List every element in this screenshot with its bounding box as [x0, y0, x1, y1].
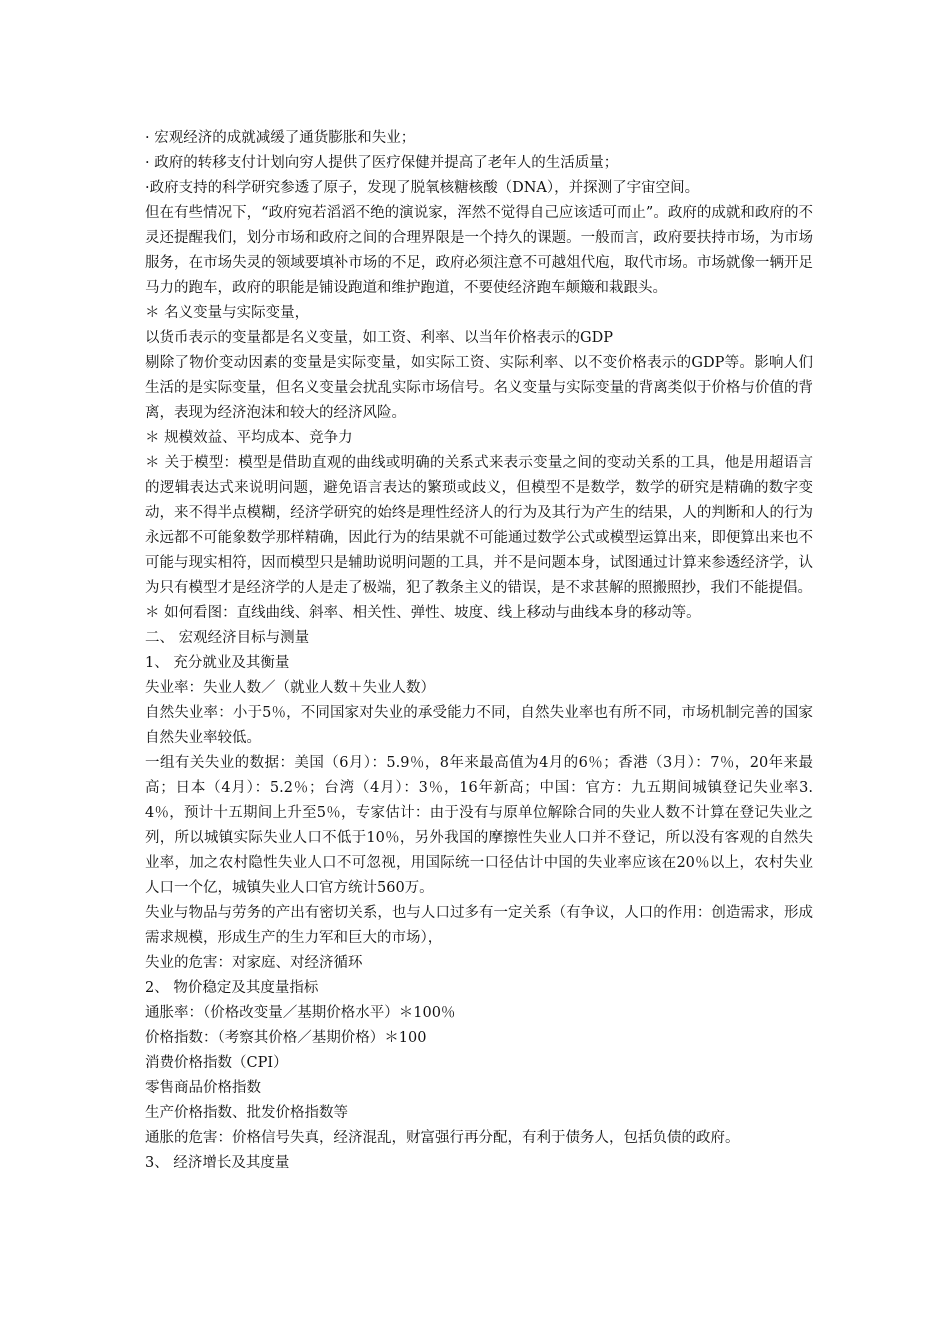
section-heading: 二、 宏观经济目标与测量 [145, 630, 310, 646]
paragraph-17: 失业的危害：对家庭、对经济循环 [145, 955, 363, 971]
paragraph-10: ＊ 如何看图：直线曲线、斜率、相关性、弹性、坡度、线上移动与曲线本身的移动等。 [145, 605, 701, 621]
paragraph-9: ＊ 关于模型：模型是借助直观的曲线或明确的关系式来表示变量之间的变动关系的工具，他是用超语言的逻辑表达式来说明问题，避免语言表达的繁琐或歧义，但模型不是数学，数学的研究是精确的数字变动，来不得半点模糊，经济学研究的始终是理性经济人的行为及其行为产生的结果，人的判断和人的行为永远都不可能象数学那样精确，因此行为的结果就不可能通过数学公式或模型运算出来，即便算出来也不可能与现实相符，因而模型只是辅助说明问题的工具，并不是问题本身，试图通过计算来参透经济学，认为只有模型才是经济学的人是走了极端，犯了教条主义的错误，是不求甚解的照搬照抄，我们不能提倡。 [145, 455, 813, 596]
paragraph-6: 以货币表示的变量都是名义变量，如工资、利率、以当年价格表示的GDP [145, 330, 613, 346]
subsection-heading: 2、 物价稳定及其度量指标 [145, 980, 319, 996]
subsection-heading: 3、 经济增长及其度量 [145, 1155, 290, 1171]
paragraph-14: 自然失业率：小于5％，不同国家对失业的承受能力不同，自然失业率也有所不同，市场机制完善的国家自然失业率较低。 [145, 705, 813, 746]
paragraph-24: 通胀的危害：价格信号失真，经济混乱，财富强行再分配，有利于债务人，包括负债的政府。 [145, 1130, 740, 1146]
paragraph-23: 生产价格指数、批发价格指数等 [145, 1105, 348, 1121]
paragraph-15: 一组有关失业的数据：美国（6月）：5.9％，8年来最高值为4月的6％；香港（3月）：7％，20年来最高；日本（4月）：5.2％；台湾（4月）：3％，16年新高；中国：官方：九五期间城镇登记失业率3.4％，预计十五期间上升至5％，专家估计：由于没有与原单位解除合同的失业人数不计算在登记失业之列，所以城镇实际失业人口不低于10％，另外我国的摩擦性失业人口并不登记，所以没有客观的自然失业率，加之农村隐性失业人口不可忽视，用国际统一口径估计中国的失业率应该在20％以上，农村失业人口一个亿，城镇失业人口官方统计560万。 [145, 755, 813, 896]
paragraph-4: 但在有些情况下，“政府宛若滔滔不绝的演说家，浑然不觉得自己应该适可而止”。政府的成就和政府的不灵还提醒我们，划分市场和政府之间的合理界限是一个持久的课题。一般而言，政府要扶持市场，为市场服务，在市场失灵的领域要填补市场的不足，政府必须注意不可越俎代庖，取代市场。市场就像一辆开足马力的跑车，政府的职能是铺设跑道和维护跑道，不要使经济跑车颠簸和栽跟头。 [145, 205, 813, 296]
paragraph-16: 失业与物品与劳务的产出有密切关系，也与人口过多有一定关系（有争议，人口的作用：创造需求，形成需求规模，形成生产的生力军和巨大的市场）， [145, 905, 813, 946]
paragraph-5: ＊ 名义变量与实际变量， [145, 305, 310, 321]
paragraph-20: 价格指数：（考察其价格／基期价格）＊100 [145, 1030, 427, 1046]
document-body [145, 126, 813, 1176]
paragraph-2: · 政府的转移支付计划向穷人提供了医疗保健并提高了老年人的生活质量； [145, 155, 619, 171]
paragraph-19: 通胀率：（价格改变量／基期价格水平）＊100％ [145, 1005, 456, 1021]
paragraph-13: 失业率：失业人数／（就业人数＋失业人数） [145, 680, 435, 696]
paragraph-21: 消费价格指数（CPI） [145, 1055, 288, 1071]
paragraph-8: ＊ 规模效益、平均成本、竞争力 [145, 430, 353, 446]
subsection-heading: 1、 充分就业及其衡量 [145, 655, 290, 671]
paragraph-22: 零售商品价格指数 [145, 1080, 261, 1096]
paragraph-1: · 宏观经济的成就减缓了通货膨胀和失业； [145, 130, 416, 146]
paragraph-3: ·政府支持的科学研究参透了原子，发现了脱氧核糖核酸（DNA），并探测了宇宙空间。 [145, 180, 700, 196]
paragraph-7: 剔除了物价变动因素的变量是实际变量，如实际工资、实际利率、以不变价格表示的GDP等。影响人们生活的是实际变量，但名义变量会扰乱实际市场信号。名义变量与实际变量的背离类似于价格与价值的背离，表现为经济泡沫和较大的经济风险。 [145, 355, 813, 421]
